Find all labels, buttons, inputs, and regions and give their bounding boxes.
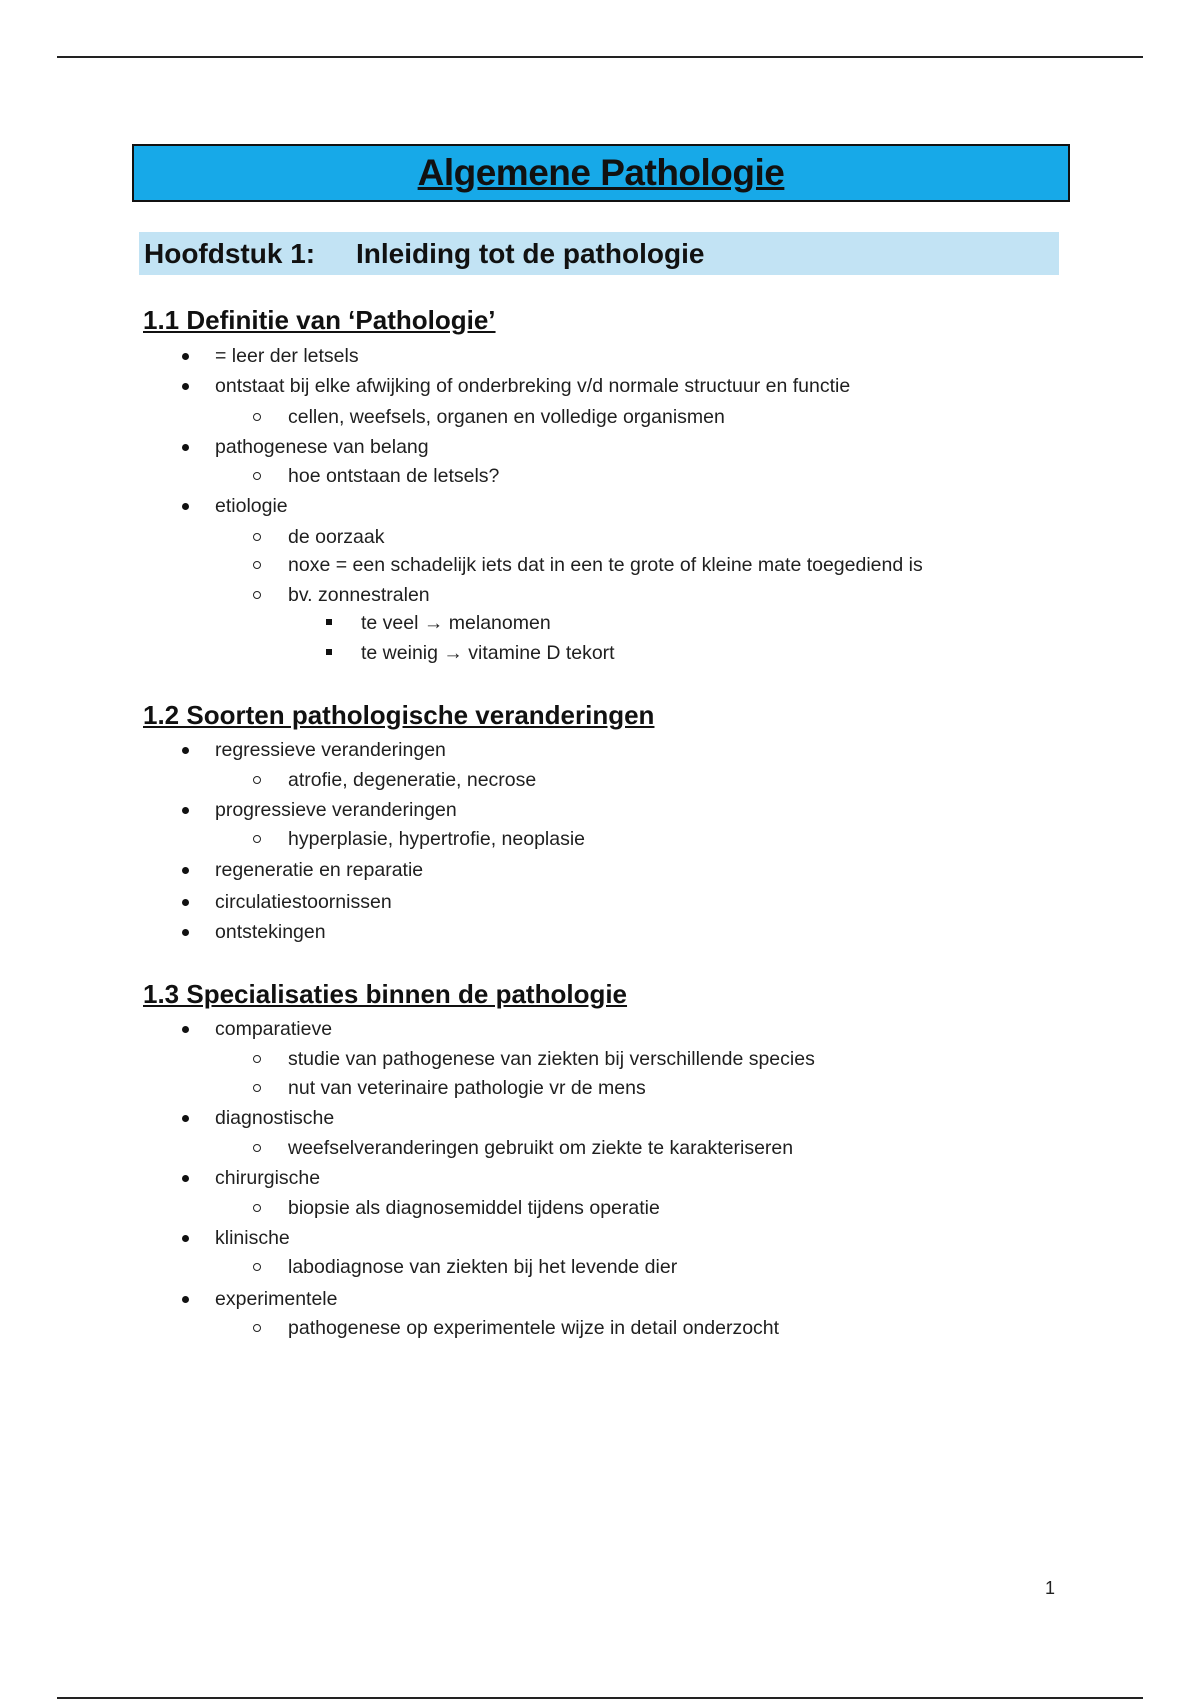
list-item: progressieve veranderingen <box>215 796 457 824</box>
list-item: biopsie als diagnosemiddel tijdens operatie <box>288 1194 660 1222</box>
bullet-dot-icon <box>182 1026 189 1033</box>
document-title-banner <box>132 144 1070 202</box>
list-item: bv. zonnestralen <box>288 581 430 609</box>
bullet-dot-icon <box>182 353 189 360</box>
bullet-circle-icon <box>253 533 261 541</box>
list-item: te weinig → vitamine D tekort <box>361 639 615 667</box>
bullet-dot-icon <box>182 929 189 936</box>
bullet-dot-icon <box>182 899 189 906</box>
list-item: regressieve veranderingen <box>215 736 446 764</box>
list-item: ontstekingen <box>215 918 326 946</box>
page-number: 1 <box>1045 1578 1056 1598</box>
chapter-heading <box>139 232 1059 275</box>
list-item: etiologie <box>215 492 288 520</box>
bullet-dot-icon <box>182 503 189 510</box>
header-rule <box>57 56 1143 58</box>
chapter-number: Hoofdstuk 1: <box>144 237 316 269</box>
list-item: regeneratie en reparatie <box>215 856 423 884</box>
bullet-circle-icon <box>253 591 261 599</box>
list-item: cellen, weefsels, organen en volledige organismen <box>288 403 725 431</box>
bullet-circle-icon <box>253 413 261 421</box>
list-item: diagnostische <box>215 1104 334 1132</box>
bullet-circle-icon <box>253 472 261 480</box>
list-item: pathogenese van belang <box>215 433 429 461</box>
bullet-dot-icon <box>182 807 189 814</box>
list-item: pathogenese op experimentele wijze in detail onderzocht <box>288 1314 779 1342</box>
bullet-square-icon <box>326 649 332 655</box>
footer-rule <box>57 1697 1143 1699</box>
bullet-circle-icon <box>253 835 261 843</box>
bullet-dot-icon <box>182 383 189 390</box>
bullet-circle-icon <box>253 1144 261 1152</box>
list-item: comparatieve <box>215 1015 332 1043</box>
bullet-square-icon <box>326 619 332 625</box>
list-item: ontstaat bij elke afwijking of onderbreking v/d normale structuur en functie <box>215 372 850 400</box>
bullet-dot-icon <box>182 1235 189 1242</box>
list-item: labodiagnose van ziekten bij het levende dier <box>288 1253 677 1281</box>
list-item: weefselveranderingen gebruikt om ziekte te karakteriseren <box>288 1134 793 1162</box>
list-item: chirurgische <box>215 1164 320 1192</box>
bullet-dot-icon <box>182 1175 189 1182</box>
list-item: de oorzaak <box>288 523 384 551</box>
list-item: circulatiestoornissen <box>215 888 392 916</box>
bullet-circle-icon <box>253 1324 261 1332</box>
list-item: noxe = een schadelijk iets dat in een te grote of kleine mate toegediend is <box>288 551 923 579</box>
list-item: te veel → melanomen <box>361 609 551 637</box>
list-item: klinische <box>215 1224 290 1252</box>
bullet-circle-icon <box>253 776 261 784</box>
bullet-circle-icon <box>253 1084 261 1092</box>
list-item: experimentele <box>215 1285 337 1313</box>
list-item: studie van pathogenese van ziekten bij verschillende species <box>288 1045 815 1073</box>
list-item: hoe ontstaan de letsels? <box>288 462 499 490</box>
list-item: nut van veterinaire pathologie vr de mens <box>288 1074 646 1102</box>
document-title: Algemene Pathologie <box>417 152 785 193</box>
bullet-circle-icon <box>253 1055 261 1063</box>
bullet-circle-icon <box>253 1263 261 1271</box>
list-item: atrofie, degeneratie, necrose <box>288 766 536 794</box>
bullet-dot-icon <box>182 747 189 754</box>
bullet-dot-icon <box>182 444 189 451</box>
bullet-circle-icon <box>253 1204 261 1212</box>
list-item: hyperplasie, hypertrofie, neoplasie <box>288 825 585 853</box>
chapter-name: Inleiding tot de pathologie <box>356 237 705 269</box>
section-heading: 1.1 Definitie van ‘Pathologie’ <box>143 305 496 335</box>
bullet-dot-icon <box>182 867 189 874</box>
section-heading: 1.2 Soorten pathologische veranderingen <box>143 700 655 730</box>
bullet-dot-icon <box>182 1296 189 1303</box>
list-item: = leer der letsels <box>215 342 359 370</box>
section-heading: 1.3 Specialisaties binnen de pathologie <box>143 979 628 1009</box>
bullet-circle-icon <box>253 561 261 569</box>
bullet-dot-icon <box>182 1115 189 1122</box>
